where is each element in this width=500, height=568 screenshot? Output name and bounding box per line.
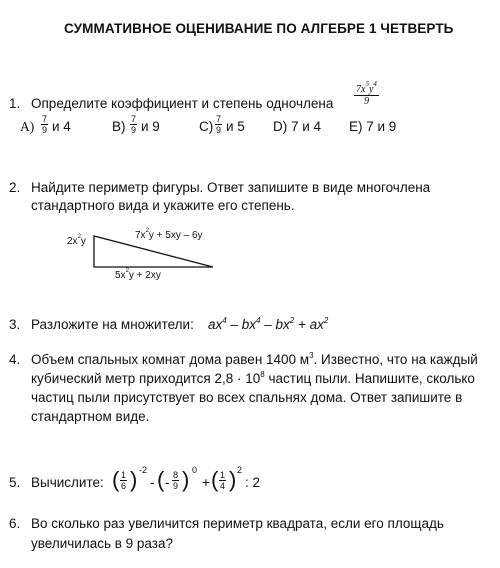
option-a-fraction: $\frac{7}{9}$ — [42, 114, 48, 135]
right-paren: ) — [229, 467, 237, 492]
fraction-2: $\frac{8}{9}$ — [173, 470, 179, 491]
question-text-line-1: Объем спальных комнат дома равен 1400 $м^3$. Известно, что на каждый — [31, 351, 478, 367]
option-b-label: В) — [112, 119, 126, 134]
question-number: 5. — [9, 475, 21, 490]
exponent-3: 2 — [237, 465, 243, 475]
question-number: 3. — [9, 317, 21, 332]
question-text: Определите коэффициент и степень одночлена — [31, 96, 334, 111]
operator-minus: - — [150, 475, 155, 490]
question-text-line-1: Во сколько раз увеличится периметр квадрата, если его площадь — [31, 516, 444, 531]
question-number: 1. — [9, 96, 21, 111]
question-number: 6. — [9, 516, 21, 531]
exponent-2: 0 — [192, 465, 198, 475]
question-text: Разложите на множители: — [31, 317, 194, 332]
fraction-1: $\frac{1}{6}$ — [121, 470, 127, 491]
monomial-fraction: $7x^5y^4$ 9 — [356, 80, 377, 107]
option-c-fraction: $\frac{7}{9}$ — [216, 114, 222, 135]
triangle-side-bottom: $5x^2y + 2xy$ — [115, 268, 161, 281]
triangle-side-hypotenuse: $7x^2y + 5xy - 6y$ — [135, 228, 203, 241]
question-text-line-3: частиц пыли присутствует во всех спальнях дома. Ответ запишите в — [31, 390, 463, 405]
left-paren: ( — [157, 467, 165, 492]
inner-minus: - — [165, 475, 170, 490]
question-number: 4. — [9, 352, 21, 367]
option-a-value: и 4 — [52, 119, 71, 134]
fraction-3: $\frac{1}{4}$ — [220, 470, 226, 491]
option-d: D) 7 и 4 — [273, 119, 322, 134]
divide-tail: : 2 — [245, 475, 261, 490]
question-text-line-2: увеличилась в 9 раза? — [31, 536, 173, 551]
question-text: Вычислите: — [31, 475, 104, 490]
right-paren: ) — [182, 467, 190, 492]
operator-plus: + — [202, 475, 210, 490]
option-c-value: и 5 — [226, 119, 245, 134]
question-text-line-1: Найдите периметр фигуры. Ответ запишите в виде многочлена — [31, 180, 431, 195]
question-text-line-2: кубический метр приходится $2,8 \cdot 10^8$ частиц пыли. Напишите, сколько — [31, 370, 475, 386]
left-paren: ( — [211, 467, 219, 492]
option-b-value: и 9 — [141, 119, 160, 134]
right-paren: ) — [130, 467, 138, 492]
option-c-label: С) — [199, 119, 214, 134]
triangle-side-left: $2x^2y$ — [67, 234, 86, 247]
left-paren: ( — [112, 467, 120, 492]
option-e: Е) 7 и 9 — [349, 119, 397, 134]
option-a-label: А) — [20, 119, 35, 134]
option-b-fraction: $\frac{7}{9}$ — [131, 114, 137, 135]
question-number: 2. — [9, 180, 21, 195]
exponent-1: -2 — [139, 465, 148, 475]
question-text-line-2: стандартного вида и укажите его степень. — [31, 198, 295, 213]
question-text-line-4: стандартном виде. — [31, 409, 150, 424]
polynomial-expression: $ax^4 - bx^4 - bx^2 + ax^2$ — [208, 316, 329, 332]
page-title: СУММАТИВНОЕ ОЦЕНИВАНИЕ ПО АЛГЕБРЕ 1 ЧЕТВЕРТЬ — [64, 21, 454, 36]
